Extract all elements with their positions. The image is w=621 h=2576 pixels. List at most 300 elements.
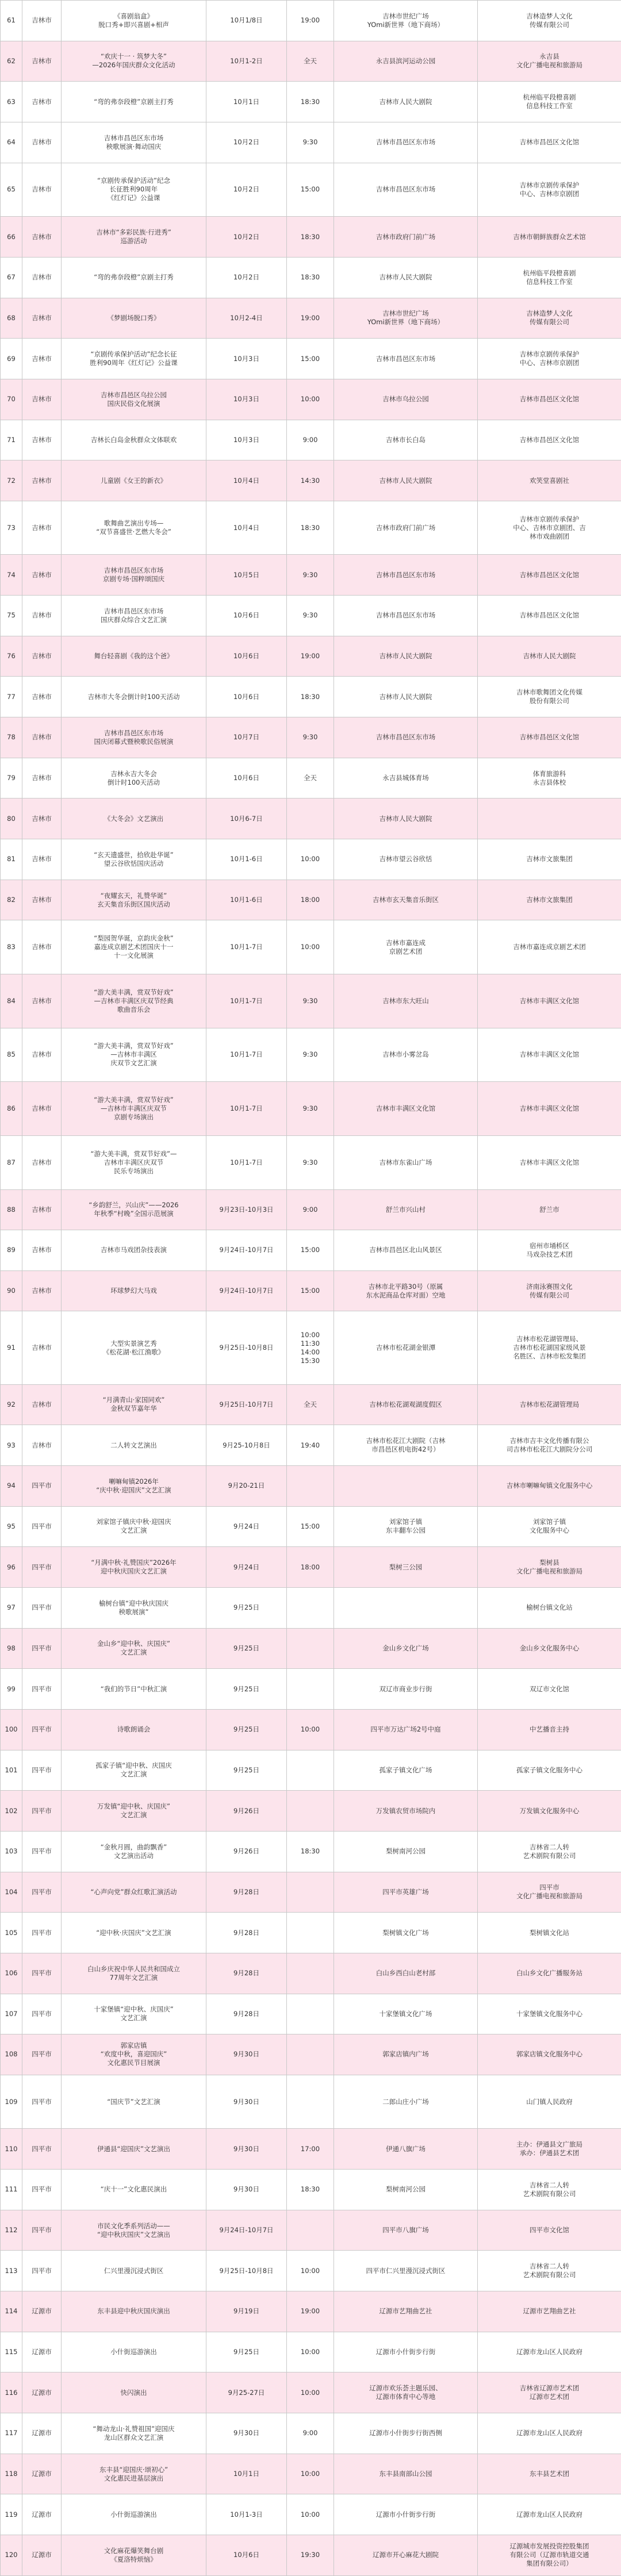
table-row [1,2372,621,2413]
row-time: 18:30 [287,257,334,298]
row-date: 10月1-2日 [206,41,287,82]
row-date: 9月20-21日 [206,1465,287,1506]
row-date: 10月4日 [206,460,287,501]
row-event-name: “弯的弗奈段橙”京剧主打秀 [62,82,206,122]
row-venue: 吉林市丰满区文化馆 [334,1082,478,1136]
row-venue: 梨树镇文化广场 [334,1913,478,1953]
row-number: 98 [1,1628,22,1669]
row-event-name: 东丰县“迎国庆·颂初心” 文化惠民进基层演出 [62,2454,206,2494]
row-date: 9月19日 [206,2291,287,2332]
row-date: 9月24日 [206,1506,287,1547]
row-venue: 辽源市艺翔曲艺社 [334,2291,478,2332]
row-event-name: “舞动龙山·礼赞祖国”迎国庆 龙山区群众文艺汇演 [62,2413,206,2454]
row-event-name: 伊通县“迎国庆”文艺演出 [62,2129,206,2170]
row-time: 15:00 [287,1506,334,1547]
row-date: 9月26日 [206,1831,287,1872]
row-time: 18:30 [287,2170,334,2210]
row-event-name: 大型实景演艺秀 《松花湖·松江渔歌》 [62,1311,206,1384]
row-city: 四平市 [22,1669,62,1710]
row-event-name: 十家堡镇“迎中秋、庆国庆” 文艺汇演 [62,1994,206,2034]
row-time [287,1791,334,1832]
row-date: 9月25-10月8日 [206,1425,287,1466]
row-organizer: 白山乡文化广播服务站 [478,1953,621,1994]
table-row [1,501,621,555]
table-row [1,1384,621,1425]
row-organizer: 十家堡镇文化服务中心 [478,1994,621,2034]
row-venue: 万发镇农贸市场院内 [334,1791,478,1832]
table-row [1,1,621,41]
row-date: 10月2-4日 [206,298,287,339]
row-date: 10月2日 [206,217,287,258]
table-row [1,2535,621,2576]
row-venue: 吉林市昌邑区东市场 [334,596,478,636]
row-venue: 吉林市昌邑区北山风景区 [334,1230,478,1271]
row-venue: 吉林市玄天集音乐街区 [334,880,478,920]
row-number: 90 [1,1270,22,1311]
row-venue: 梨树南河公园 [334,1831,478,1872]
row-number: 81 [1,839,22,880]
row-city: 吉林市 [22,1230,62,1271]
row-event-name: “京剧传承保护活动”纪念长征 胜利90周年《红灯记》公益课 [62,339,206,379]
row-organizer: 体育旅游科 永吉县体校 [478,758,621,798]
row-date: 9月30日 [206,2413,287,2454]
row-venue: 吉林市政府门前广场 [334,501,478,555]
row-organizer: 吉林市吉丰文化传播有限公 司吉林市松花江大剧院分公司 [478,1425,621,1466]
row-date: 9月25日-10月8日 [206,2251,287,2291]
table-row [1,1135,621,1189]
row-organizer: 吉林市昌邑区文化馆 [478,122,621,163]
row-organizer: 吉林市朝鲜族群众艺术馆 [478,217,621,258]
row-date: 9月23日-10月3日 [206,1189,287,1230]
row-venue: 吉林市松花湖观湖度假区 [334,1384,478,1425]
row-organizer: 万发镇文化服务中心 [478,1791,621,1832]
row-organizer: 吉林市京剧传承保护 中心、吉林市京剧团 [478,163,621,217]
table-row [1,1311,621,1384]
row-city: 四平市 [22,1913,62,1953]
row-organizer: 吉林省辽源市艺术团 辽源市艺术团 [478,2372,621,2413]
table-row [1,1953,621,1994]
row-venue: 四平市万达广场2号中庭 [334,1709,478,1750]
row-city: 吉林市 [22,1135,62,1189]
row-event-name: “迎中秋·庆国庆”文艺汇演 [62,1913,206,1953]
row-event-name: 儿童剧《女王的新衣》 [62,460,206,501]
row-number: 82 [1,880,22,920]
row-time [287,1669,334,1710]
row-city: 四平市 [22,1750,62,1791]
row-number: 112 [1,2210,22,2251]
row-time [287,1628,334,1669]
table-row [1,2291,621,2332]
row-event-name: 二人转文艺演出 [62,1425,206,1466]
row-organizer: 梨树县 文化广播电视和旅游局 [478,1547,621,1588]
row-venue: 伊通八旗广场 [334,2129,478,2170]
row-event-name: 《梦剧场脱口秀》 [62,298,206,339]
row-city: 吉林市 [22,41,62,82]
row-city: 吉林市 [22,1425,62,1466]
row-time: 18:30 [287,217,334,258]
row-venue: 十家堡镇文化广场 [334,1994,478,2034]
row-city: 吉林市 [22,217,62,258]
row-number: 69 [1,339,22,379]
row-organizer: 吉林市丰满区文化馆 [478,1028,621,1082]
row-number: 104 [1,1872,22,1913]
table-row [1,1028,621,1082]
table-row [1,1082,621,1136]
row-date: 10月1-7日 [206,974,287,1028]
row-number: 114 [1,2291,22,2332]
row-organizer: 吉林市人民大剧院 [478,636,621,677]
row-venue: 吉林市长白岛 [334,420,478,460]
row-date: 9月24日-10月7日 [206,2210,287,2251]
row-date: 9月25日 [206,1709,287,1750]
row-organizer: 欢笑堂喜剧社 [478,460,621,501]
row-event-name: “玄天遗盛世，拾欣赴华诞” 望云谷欣恬国庆活动 [62,839,206,880]
row-city: 吉林市 [22,798,62,839]
row-event-name: 诗歌朗诵会 [62,1709,206,1750]
row-number: 72 [1,460,22,501]
row-date: 10月1-7日 [206,920,287,974]
table-row [1,1587,621,1628]
row-organizer: 吉林市昌邑区文化馆 [478,379,621,420]
row-number: 78 [1,717,22,758]
row-number: 97 [1,1587,22,1628]
table-row [1,880,621,920]
table-row [1,1189,621,1230]
table-row [1,717,621,758]
table-row [1,1750,621,1791]
row-event-name: “我们的节日”中秋汇演 [62,1669,206,1710]
row-date: 9月28日 [206,1953,287,1994]
row-venue: 辽源市小什街步行街 [334,2494,478,2535]
row-organizer: 吉林造梦人文化 传媒有限公司 [478,298,621,339]
row-number: 79 [1,758,22,798]
row-time [287,1994,334,2034]
row-number: 91 [1,1311,22,1384]
row-time: 9:30 [287,122,334,163]
row-number: 95 [1,1506,22,1547]
row-number: 110 [1,2129,22,2170]
row-date: 9月25日-10月7日 [206,1384,287,1425]
row-event-name: 环球梦幻大马戏 [62,1270,206,1311]
row-time [287,798,334,839]
row-time: 9:30 [287,717,334,758]
row-venue: 吉林市东大旺山 [334,974,478,1028]
row-date: 9月30日 [206,2075,287,2129]
row-organizer: 四平市文化馆 [478,2210,621,2251]
row-number: 84 [1,974,22,1028]
row-number: 103 [1,1831,22,1872]
row-date: 9月30日 [206,2170,287,2210]
row-time: 19:40 [287,1425,334,1466]
row-date: 10月1-6日 [206,880,287,920]
row-event-name: 快闪演出 [62,2372,206,2413]
row-date: 10月7日 [206,717,287,758]
row-venue: 永吉县滨河运动公园 [334,41,478,82]
row-city: 辽源市 [22,2291,62,2332]
row-city: 四平市 [22,2251,62,2291]
row-event-name: “欢庆十一 · 筑梦大冬” —2026年国庆群众文化活动 [62,41,206,82]
row-organizer: 山门镇人民政府 [478,2075,621,2129]
row-venue: 吉林市乌拉公园 [334,379,478,420]
row-event-name: 刘家馆子镇庆中秋·迎国庆 文艺汇演 [62,1506,206,1547]
row-city: 吉林市 [22,379,62,420]
row-venue: 吉林市望云谷欣恬 [334,839,478,880]
row-organizer: 吉林市丰满区文化馆 [478,1082,621,1136]
row-date: 10月6日 [206,596,287,636]
row-city: 四平市 [22,1872,62,1913]
row-event-name: 吉林市大冬会倒计时100天活动 [62,677,206,717]
table-row [1,460,621,501]
table-row [1,1270,621,1311]
row-venue: 四平市英雄广场 [334,1872,478,1913]
row-date: 10月6日 [206,758,287,798]
row-time: 9:00 [287,2413,334,2454]
row-venue: 吉林市松花湖金银潭 [334,1311,478,1384]
row-organizer: 吉林市昌邑区文化馆 [478,420,621,460]
row-date: 10月6日 [206,2535,287,2576]
row-city: 吉林市 [22,501,62,555]
row-organizer: 梨树镇文化站 [478,1913,621,1953]
row-event-name: 吉林永吉大冬会 倒计时100天活动 [62,758,206,798]
row-date: 10月1-3日 [206,2494,287,2535]
row-organizer: 辽源市龙山区人民政府 [478,2494,621,2535]
row-date: 10月4日 [206,501,287,555]
row-date: 9月25日 [206,1587,287,1628]
row-organizer: 济南泳赛围文化 传媒有限公司 [478,1270,621,1311]
row-organizer: 吉林市昌邑区文化馆 [478,717,621,758]
table-row [1,596,621,636]
table-row [1,1872,621,1913]
row-number: 93 [1,1425,22,1466]
row-city: 吉林市 [22,1311,62,1384]
table-row [1,2251,621,2291]
row-number: 92 [1,1384,22,1425]
row-number: 85 [1,1028,22,1082]
row-time: 10:00 [287,920,334,974]
row-time: 9:30 [287,1135,334,1189]
row-city: 四平市 [22,2170,62,2210]
row-time [287,2034,334,2075]
row-number: 71 [1,420,22,460]
row-city: 四平市 [22,2210,62,2251]
table-row [1,974,621,1028]
row-city: 辽源市 [22,2454,62,2494]
row-event-name: 孤家子镇“迎中秋、庆国庆 文艺汇演 [62,1750,206,1791]
row-date: 9月25日 [206,1750,287,1791]
row-venue: 四平市仁兴里漫沉浸式街区 [334,2251,478,2291]
row-organizer: 吉林市歌舞团文化传媒 股份有限公司 [478,677,621,717]
row-city: 四平市 [22,1547,62,1588]
row-date: 10月1-7日 [206,1135,287,1189]
row-venue: 辽源市小什街步行街西侧 [334,2413,478,2454]
row-city: 辽源市 [22,2535,62,2576]
row-event-name: 白山乡庆祝中华人民共和国成立 77周年文艺汇演 [62,1953,206,1994]
row-event-name: 文化麻花爆笑舞台剧 《夏洛特烦恼》 [62,2535,206,2576]
row-venue: 梨树三公园 [334,1547,478,1588]
row-event-name: 吉林市昌邑区东市场 京剧专场·国粹颂国庆 [62,555,206,596]
row-date: 9月25日-10月8日 [206,1311,287,1384]
row-event-name: 吉林市昌邑区东市场 国庆群众综合文艺汇演 [62,596,206,636]
row-city: 辽源市 [22,2332,62,2372]
table-row [1,41,621,82]
row-time: 18:30 [287,501,334,555]
row-time: 10:00 [287,839,334,880]
row-date: 9月25日 [206,1669,287,1710]
row-venue: 孤家子镇文化广场 [334,1750,478,1791]
row-event-name: 歌舞曲艺演出专场— “双节喜盛世·艺燃大冬会” [62,501,206,555]
row-number: 115 [1,2332,22,2372]
row-event-name: 《大冬会》文艺演出 [62,798,206,839]
row-number: 70 [1,379,22,420]
row-event-name: 东丰县迎中秋庆国庆演出 [62,2291,206,2332]
table-row [1,1425,621,1466]
row-city: 四平市 [22,1994,62,2034]
row-date: 10月6日 [206,636,287,677]
row-organizer: 吉林市松花湖管理局 [478,1384,621,1425]
row-organizer: 主办：伊通县文广旅局 承办：伊通县艺术团 [478,2129,621,2170]
table-row [1,298,621,339]
row-organizer: 吉林市昌邑区文化馆 [478,596,621,636]
row-event-name: “乡韵舒兰，兴山庆”——2026 年秋季“村晚”全国示范展演 [62,1189,206,1230]
row-time: 10:00 [287,2494,334,2535]
row-time [287,1872,334,1913]
row-time: 19:00 [287,1,334,41]
row-organizer: 永吉县 文化广播电视和旅游局 [478,41,621,82]
row-event-name: 吉林市“多彩民族·行进秀” 巡游活动 [62,217,206,258]
row-organizer: 吉林省二人转 艺术剧院有限公司 [478,2170,621,2210]
row-event-name: 吉林市昌邑区东市场 秧歌展演·舞动国庆 [62,122,206,163]
row-number: 65 [1,163,22,217]
row-venue: 东丰县南部山公园 [334,2454,478,2494]
row-time [287,2075,334,2129]
table-row [1,2454,621,2494]
row-date: 9月24日-10月7日 [206,1230,287,1271]
row-organizer: 吉林市嘉连成京剧艺术团 [478,920,621,974]
row-organizer: 杭州临平段橙喜剧 信息科技工作室 [478,257,621,298]
row-city: 吉林市 [22,420,62,460]
row-time: 18:00 [287,1547,334,1588]
row-time [287,1913,334,1953]
row-organizer: 辽源市艺翔曲艺社 [478,2291,621,2332]
row-city: 吉林市 [22,163,62,217]
row-organizer: 吉林省二人转 艺术剧院有限公司 [478,2251,621,2291]
row-event-name: “京剧传承保护活动”纪念 长征胜利90周年 《红灯记》公益课 [62,163,206,217]
table-row [1,2332,621,2372]
row-venue: 吉林市松花江大剧院（吉林 市昌邑区机电街42号） [334,1425,478,1466]
row-event-name: 榆树台镇“迎中秋庆国庆 秧歌展演” [62,1587,206,1628]
row-time: 9:30 [287,974,334,1028]
row-time: 9:30 [287,555,334,596]
row-time [287,1953,334,1994]
row-venue: 吉林市人民大剧院 [334,257,478,298]
row-time: 19:00 [287,636,334,677]
table-row [1,339,621,379]
row-date: 10月1日 [206,2454,287,2494]
row-event-name: 舞台轻喜剧《我的这个爸》 [62,636,206,677]
row-event-name: 《喜剧翁盒》 脱口秀+即兴喜剧+相声 [62,1,206,41]
row-event-name: 小什街巡游演出 [62,2494,206,2535]
row-event-name: “夜耀玄天，礼赞华诞” 玄天集音乐街区国庆活动 [62,880,206,920]
row-number: 119 [1,2494,22,2535]
row-organizer: 辽源市龙山区人民政府 [478,2332,621,2372]
row-number: 96 [1,1547,22,1588]
row-city: 吉林市 [22,82,62,122]
row-city: 四平市 [22,1465,62,1506]
row-number: 89 [1,1230,22,1271]
row-number: 94 [1,1465,22,1506]
row-number: 83 [1,920,22,974]
row-venue: 吉林市嘉连成 京剧艺术团 [334,920,478,974]
row-organizer: 辽源城市发展投资控股集团 有限公司（辽源市轨道交通 集团有限公司） [478,2535,621,2576]
table-row [1,1506,621,1547]
table-row [1,555,621,596]
row-event-name: “月满中秋·礼赞国庆”2026年 迎中秋庆国庆文艺汇演 [62,1547,206,1588]
row-organizer: 吉林市文旅集团 [478,880,621,920]
row-organizer: 金山乡文化服务中心 [478,1628,621,1669]
row-organizer: 杭州临平段橙喜剧 信息科技工作室 [478,82,621,122]
row-date: 9月28日 [206,1872,287,1913]
row-city: 吉林市 [22,555,62,596]
row-event-name: 仁兴里漫沉浸式街区 [62,2251,206,2291]
row-date: 9月30日 [206,2129,287,2170]
row-venue [334,1465,478,1506]
row-organizer: 双辽市文化馆 [478,1669,621,1710]
row-date: 10月1/8日 [206,1,287,41]
row-time: 10:00 [287,2251,334,2291]
row-city: 吉林市 [22,1,62,41]
row-event-name: “心声向党”群众红歌汇演活动 [62,1872,206,1913]
row-venue: 梨树南河公园 [334,2170,478,2210]
row-number: 106 [1,1953,22,1994]
table-row [1,1831,621,1872]
row-city: 辽源市 [22,2494,62,2535]
table-row [1,839,621,880]
row-organizer: 辽源市龙山区人民政府 [478,2413,621,2454]
row-venue: 吉林市北平路30号（原属 东水泥商品仓库对面）空地 [334,1270,478,1311]
row-city: 吉林市 [22,257,62,298]
row-venue: 辽源市开心麻花大剧院 [334,2535,478,2576]
table-row [1,82,621,122]
row-date: 9月25-27日 [206,2372,287,2413]
row-number: 105 [1,1913,22,1953]
row-venue: 吉林市小雾岔岛 [334,1028,478,1082]
row-organizer: 吉林市昌邑区文化馆 [478,555,621,596]
row-organizer: 宿州市埇桥区 马戏杂技艺术团 [478,1230,621,1271]
row-organizer [478,798,621,839]
row-city: 吉林市 [22,717,62,758]
row-organizer: 舒兰市 [478,1189,621,1230]
row-organizer: 吉林市丰满区文化馆 [478,1135,621,1189]
row-event-name: “国庆节”文艺汇演 [62,2075,206,2129]
row-number: 66 [1,217,22,258]
row-organizer: 榆树台镇文化站 [478,1587,621,1628]
table-row [1,163,621,217]
row-city: 吉林市 [22,298,62,339]
table-row [1,2494,621,2535]
row-date: 10月1日 [206,82,287,122]
row-organizer: 郭家店镇文化服务中心 [478,2034,621,2075]
row-venue: 四平市八旗广场 [334,2210,478,2251]
row-event-name: 金山乡“迎中秋、庆国庆” 文艺汇演 [62,1628,206,1669]
row-city: 四平市 [22,2034,62,2075]
row-number: 108 [1,2034,22,2075]
row-venue: 吉林市人民大剧院 [334,636,478,677]
row-event-name: “游大美丰满，赏双节好戏” —吉林市丰满区庆双节经典 歌曲音乐会 [62,974,206,1028]
table-row [1,677,621,717]
table-row [1,379,621,420]
row-event-name: 郭家店镇 “欢度中秋，喜迎国庆” 文化惠民节目展演 [62,2034,206,2075]
row-venue: 舒兰市兴山村 [334,1189,478,1230]
